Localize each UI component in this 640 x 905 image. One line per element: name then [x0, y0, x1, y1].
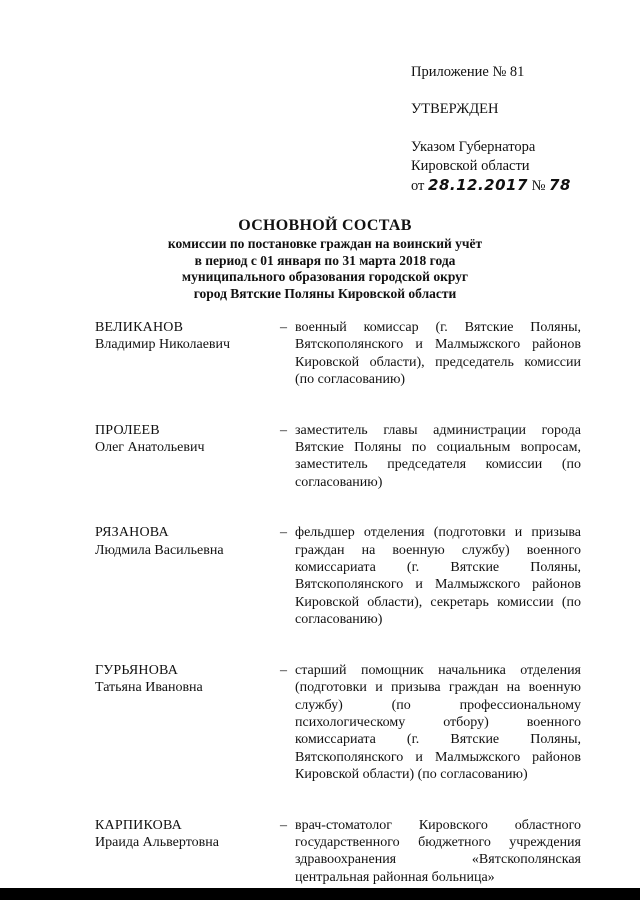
scan-edge-bar: [0, 888, 640, 900]
handwritten-date: 28.12.2017: [428, 176, 528, 194]
member-surname: РЯЗАНОВА: [95, 525, 169, 541]
approved-stamp-text: УТВЕРЖДЕН: [411, 101, 499, 117]
handwritten-number: 78: [549, 176, 571, 194]
member-dash: –: [280, 817, 287, 833]
member-role: военный комиссар (г. Вятские Поляны, Вятскополянского и Малмыжского районов Кировской области), председатель комиссии (по согласованию): [295, 320, 581, 388]
member-role: фельдшер отделения (подготовки и призыва граждан на военную службу) военного комиссариата (г. Вятские Поляны, Вятскополянского и Малмыжского районов Кировской области), секретарь комиссии (по согласованию): [295, 525, 581, 628]
document-title-block: [90, 216, 560, 302]
member-name: [95, 422, 280, 492]
member-name: [95, 817, 280, 887]
title-line-1: комиссии по постановке граждан на воинский учёт: [167, 236, 483, 251]
member-dash: –: [280, 525, 287, 541]
title-line-3: муниципального образования городской округ: [181, 269, 469, 284]
member-dash: –: [280, 422, 287, 438]
title-line-2: в период с 01 января по 31 марта 2018 года: [194, 252, 456, 268]
date-prefix: от: [411, 178, 425, 194]
member-name: [95, 319, 280, 389]
member-surname: ГУРЬЯНОВА: [95, 662, 179, 678]
member-given-name: Ираида Альвертовна: [95, 834, 219, 850]
member-given-name: Олег Анатольевич: [95, 440, 205, 456]
document-title: ОСНОВНОЙ СОСТАВ: [238, 217, 412, 234]
member-dash: –: [280, 320, 287, 335]
member-name: [95, 662, 280, 784]
decree-line-2: Кировской области: [411, 158, 530, 174]
member-surname: КАРПИКОВА: [95, 817, 182, 833]
member-surname: ПРОЛЕЕВ: [95, 422, 160, 438]
member-entry: [95, 422, 581, 492]
member-entry: [95, 319, 581, 389]
decree-date-line: [411, 176, 571, 196]
member-name: [95, 524, 280, 628]
number-sign: №: [531, 178, 546, 194]
member-given-name: Владимир Николаевич: [95, 337, 231, 353]
title-line-4: город Вятские Поляны Кировской области: [193, 285, 457, 301]
approval-block: [411, 63, 571, 196]
member-given-name: Татьяна Ивановна: [95, 680, 203, 696]
member-surname: ВЕЛИКАНОВ: [95, 320, 184, 335]
member-role: заместитель главы администрации города Вятские Поляны по социальным вопросам, заместитель председателя комиссии (по согласованию): [295, 422, 581, 490]
member-role: старший помощник начальника отделения (подготовки и призыва граждан на военную службу) (по профессиональному психологическому отбору) военного комиссариата (г. Вятские Поляны, Вятскополянского и Малмыжского районов Кировской области) (по согласованию): [295, 662, 581, 783]
member-entry: [95, 662, 581, 784]
member-entry: [95, 817, 581, 887]
decree-line-1: Указом Губернатора: [411, 139, 536, 155]
member-role: врач-стоматолог Кировского областного государственного бюджетного учреждения здравоохранения «Вятскополянская центральная районная больница»: [295, 817, 581, 885]
commission-members-list: [95, 319, 581, 886]
appendix-number: Приложение № 81: [411, 64, 525, 80]
member-dash: –: [280, 662, 287, 678]
member-given-name: Людмила Васильевна: [95, 542, 224, 558]
member-entry: [95, 524, 581, 628]
